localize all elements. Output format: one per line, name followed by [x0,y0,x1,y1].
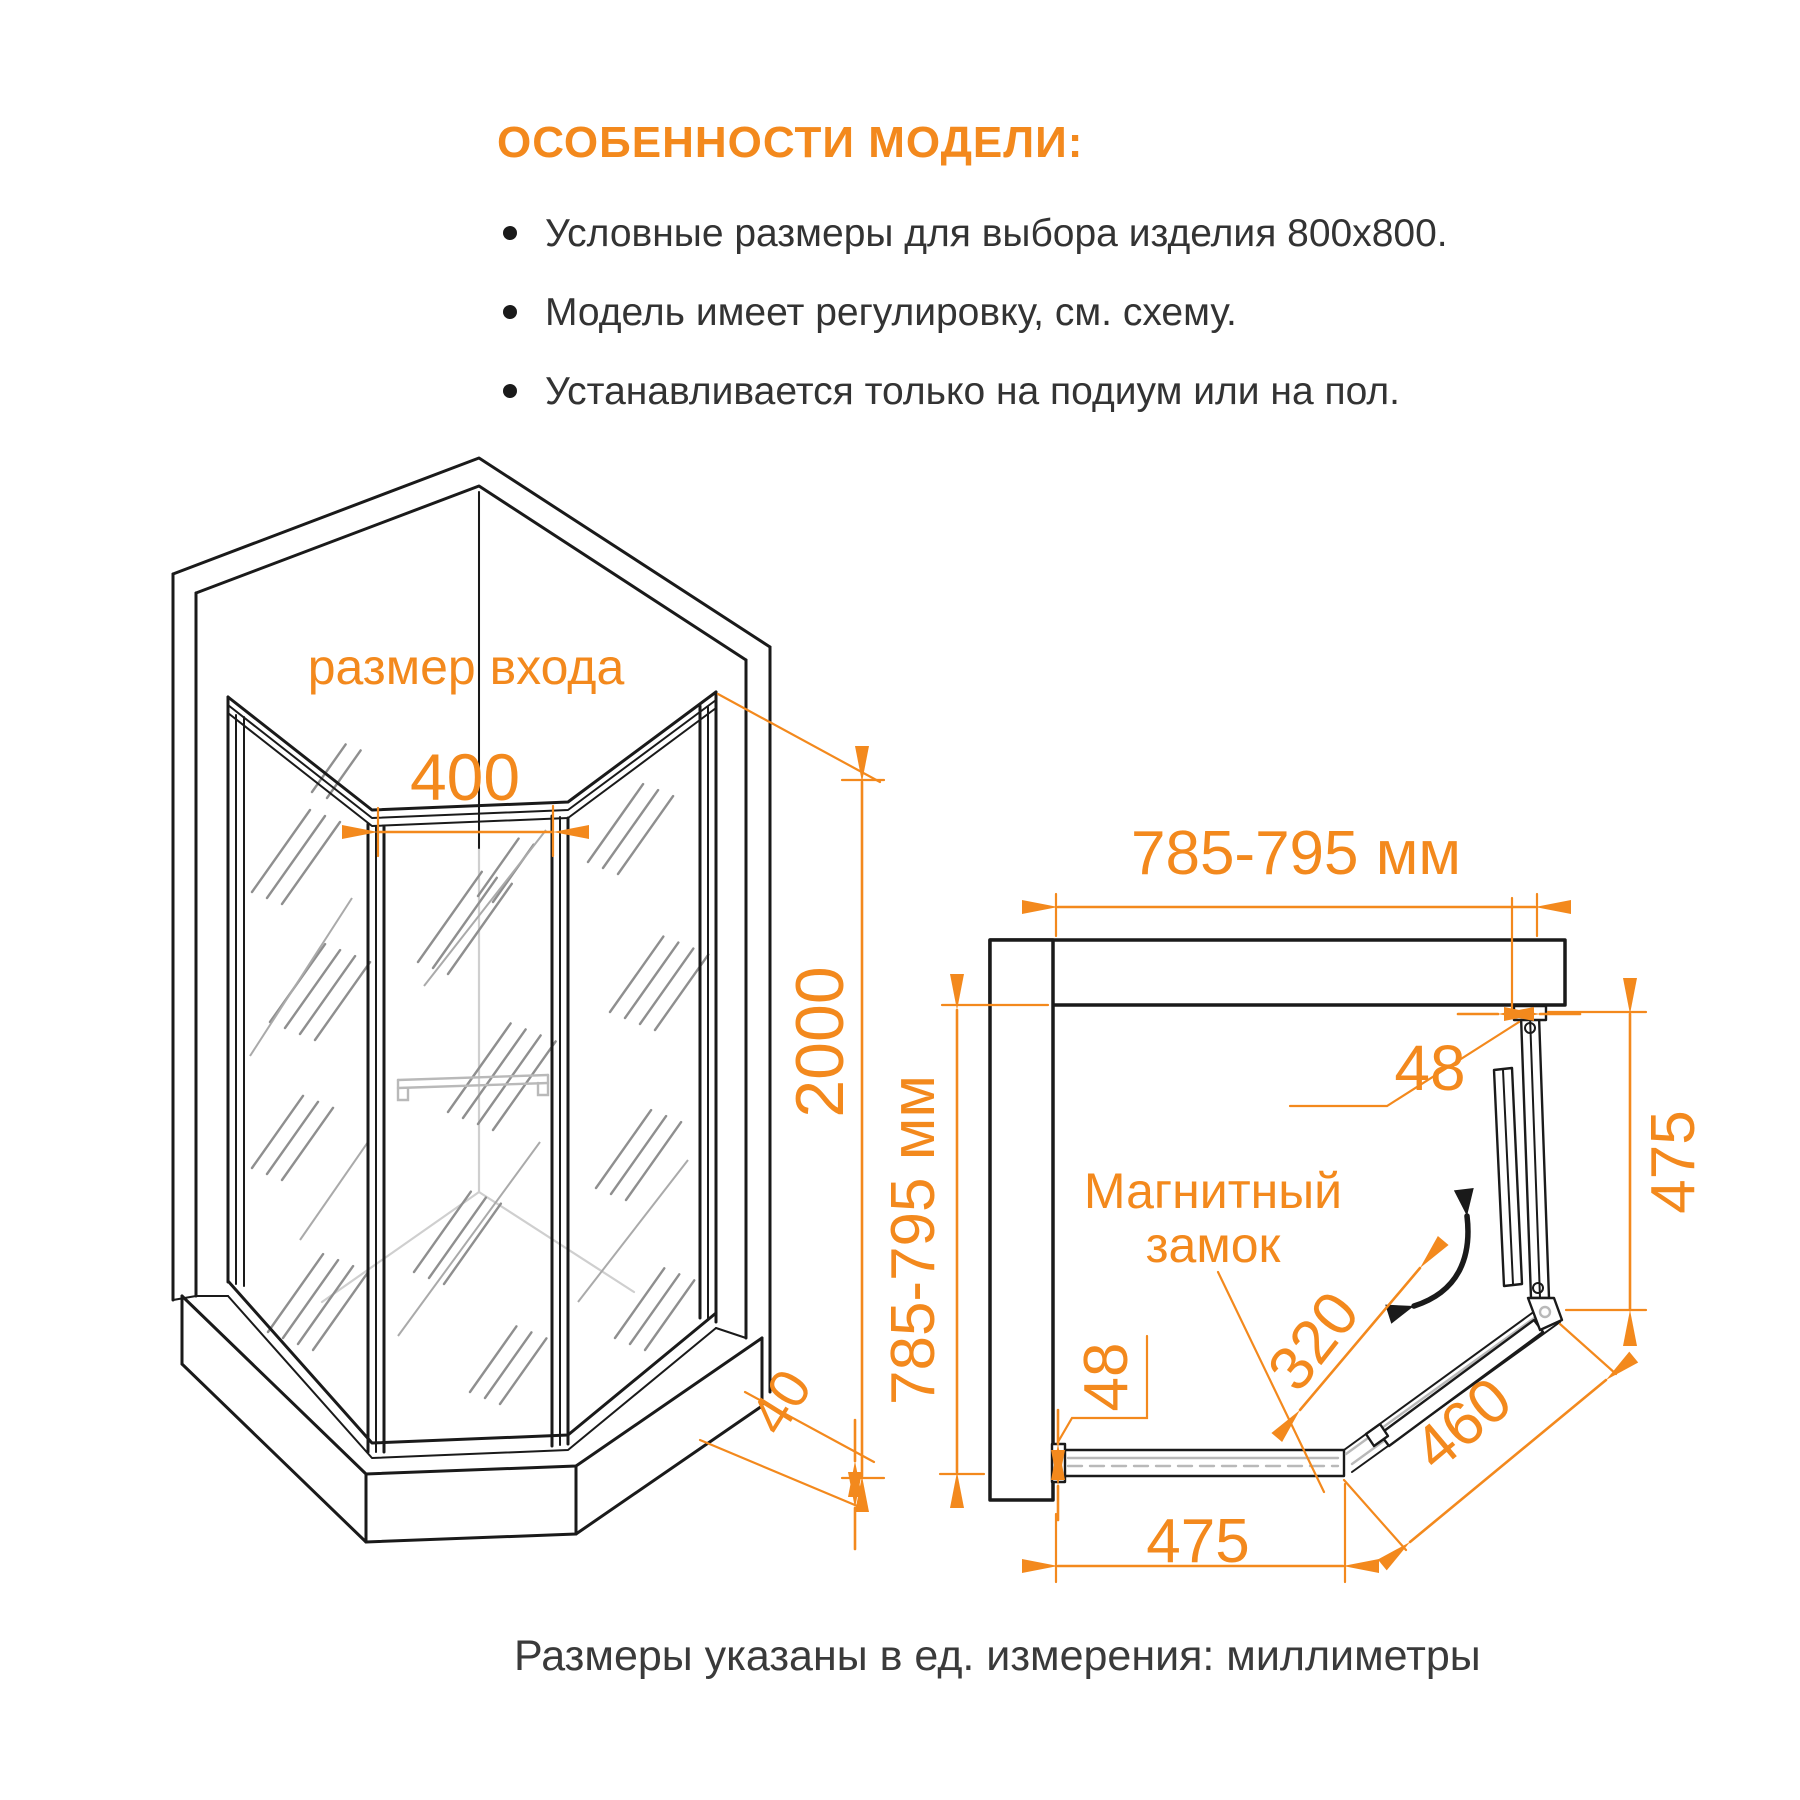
plan-right-panel [1494,1006,1562,1330]
dim-plan-width: 785-795 мм [1130,819,1462,888]
units-note: Размеры указаны в ед. измерения: миллиметры [514,1632,1481,1680]
towel-bar [398,1075,548,1100]
plan-bottom-panel [1052,1444,1344,1482]
plan-top-wall [990,940,1565,1005]
isometric-dimensions [308,492,884,1549]
magnetic-lock-label-1: Магнитный [1083,1163,1343,1219]
dim-profile-bottom: 48 [1072,1342,1141,1412]
dim-base-height: 40 [737,1358,824,1445]
plan-left-wall [990,940,1053,1500]
dim-height: 2000 [782,966,858,1118]
dim-plan-depth: 785-795 мм [879,1074,948,1406]
door-swing-arrow [1414,1216,1468,1306]
plan-view [879,819,1708,1582]
feature-item: Устанавливается только на подиум или на пол. [497,352,1457,431]
dim-side-right: 475 [1639,1110,1708,1214]
dim-side-bottom: 475 [1146,1507,1250,1576]
features-list [497,194,1457,431]
dim-door-opening: 320 [1254,1279,1373,1404]
dim-profile-top: 48 [1394,1032,1466,1104]
feature-item: Модель имеет регулировку, см. схему. [497,273,1457,352]
features-heading: ОСОБЕННОСТИ МОДЕЛИ: [497,118,1084,167]
dim-entrance-width: 400 [409,740,521,814]
magnetic-lock-label-2: замок [1145,1217,1281,1273]
shower-tray-base [182,1281,762,1542]
features-block [497,118,1457,431]
dim-diagonal-side: 460 [1401,1364,1525,1484]
isometric-view [173,458,884,1549]
feature-item: Условные размеры для выбора изделия 800x800. [497,194,1457,273]
entrance-size-label: размер входа [307,639,625,695]
